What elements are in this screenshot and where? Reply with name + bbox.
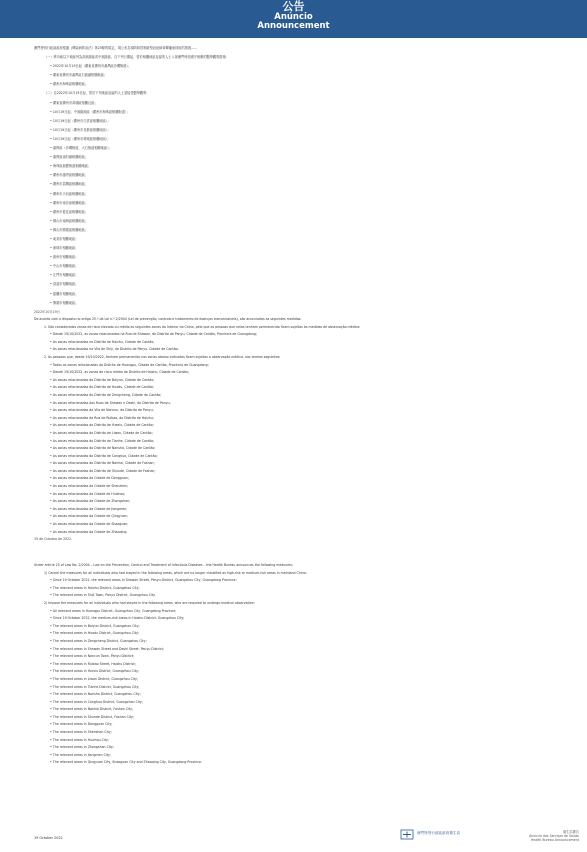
chinese-section [34, 44, 562, 317]
text-line: • As zonas relacionadas do Distrito de Yuexiu, Cidade de Cantão; [50, 423, 154, 428]
text-line: • The relevant areas in Zengcheng District, Guangzhou City; [50, 638, 147, 643]
text-line: • 廣州市南沙區相關地區； [50, 200, 88, 205]
text-line: • As zonas relacionadas da Cidade de Dongguan; [50, 476, 129, 481]
text-line: • As zonas relacionadas do Distrito de Huadu, Cidade de Cantão; [50, 385, 154, 390]
text-line: • Todas as zonas relacionadas do Distrito de Huangpu, Cidade de Cantão, Província de Guangdong; [50, 362, 209, 367]
text-line: 2) Impose the measures for all individuals who had stayed in the following areas, who are required to undergo medical observation: [44, 600, 255, 605]
text-line: • 廣東省廣州市黃埔區相關社區； [50, 100, 98, 105]
text-line: • As zonas relacionadas do Distrito de Zengcheng, Cidade de Cantão; [50, 392, 162, 397]
text-line: • 廣州市天河區相關地區； [50, 191, 88, 196]
text-line: • The relevant areas in Shawan Street and Dashi Street, Panyu District; [50, 646, 164, 651]
text-line: • 10月19日起，中風險地區（廣州市海珠區相關街道）； [50, 109, 130, 114]
text-line: • As zonas relacionadas do Distrito de Nanhai, Cidade de Foshan; [50, 461, 155, 466]
text-line: • 廣州市從化區相關地區； [50, 209, 88, 214]
text-line: • All relevant areas in Huangpu District, Guangzhou City, Guangdong Province; [50, 608, 177, 613]
text-line: • 10月19日起（廣州市花都區相關地區）； [50, 127, 111, 132]
footer-date: 19 October 2022 [34, 836, 63, 840]
text-line: • The relevant areas in Nansha District, Guangzhou City; [50, 692, 141, 697]
text-line: • 10月19日起（廣州市增城區相關地區）； [50, 136, 111, 141]
text-line: • As zonas relacionadas na Vila de Shiji, do Distrito de Panyu, Cidade de Cantão. [50, 347, 179, 352]
text-line: • 佛山市順德區相關地區； [50, 227, 88, 232]
text-line: • 惠州市相關地區； [50, 255, 79, 260]
text-line: • The relevant areas in Shiji Town, Panyu District, Guangzhou City. [50, 593, 156, 598]
text-line: • As zonas relacionadas da Cidade de Jiangmen; [50, 506, 128, 511]
section-date: 19 de Outubro de 2022. [34, 537, 73, 542]
text-line: • The relevant areas in Jiangmen City; [50, 752, 111, 757]
title-portuguese: Anúncio [274, 12, 313, 22]
text-line: • 廣東省廣州市番禺區石碁鎮相關地區； [50, 73, 108, 78]
side-note-2: Anúncio dos Serviços de Saúde [529, 834, 579, 839]
text-line: • As zonas relacionadas da Cidade de Shenzhen; [50, 484, 129, 489]
text-line: 1) Cancel the measures for all individuals who had stayed in the following areas, which are no longer classified as high-risk or medium-risk areas in mainland China: [44, 570, 307, 575]
text-line: • 韶關市相關地區； [50, 291, 79, 296]
text-line: • 廣州市越秀區相關地區； [50, 173, 88, 178]
text-line: • As zonas relacionadas da Cidade de Shaoguan; [50, 522, 129, 527]
text-line: • 番禺區（沙灣街道、大石街道相關地區）； [50, 146, 112, 151]
text-line: • The relevant areas in Baiyun District, Guangzhou City; [50, 623, 140, 628]
text-line: • 深圳市相關地區； [50, 246, 79, 251]
section-date: 2022年10月19日 [34, 309, 60, 314]
text-line: • The relevant areas in Nanhai District, Foshan City; [50, 707, 134, 712]
text-line: De acordo com o disposto no artigo 25.º da Lei n.º 2/2004 (Lei de prevenção, controlo e tratamento de doenças transmissíveis), são anunciadas as seguintes medidas: [34, 317, 302, 321]
text-line: （一）將內地以下地區列為高風險區或中風險區，自下列日期起，曾於相關地區逗留的人士入境澳門時須遵守相應的醫學觀察措施： [44, 55, 229, 60]
text-line: • 10月19日起（廣州市白雲區相關地區）； [50, 118, 111, 123]
text-line: • As zonas relacionadas do Distrito de Tianhe, Cidade de Cantão; [50, 438, 155, 443]
text-line: • The relevant areas in Yuexiu District, Guangzhou City; [50, 669, 139, 674]
text-line: （二）自2022年10月19日起，曾於下列地區逗留的人士須接受醫學觀察： [44, 91, 150, 96]
text-line: • As zonas relacionadas do Distrito de Liwan, Cidade de Cantão; [50, 430, 153, 435]
side-note-3: Health Bureau Announcement [530, 838, 579, 843]
text-line: • The relevant areas in Huadu District, Guangzhou City; [50, 631, 140, 636]
side-notes [529, 830, 579, 843]
text-line: • 2022年10月19日起（廣東省廣州市番禺區沙灣街道）； [50, 64, 132, 69]
text-line: • As zonas relacionadas da Cidade de Qingyuan; [50, 514, 128, 519]
text-line: • As zonas relacionadas da Cidade de Zhongshan; [50, 499, 131, 504]
signature-text: 澳門特別行政區政府衛生局 [417, 831, 461, 835]
text-line: • 廣州市荔灣區相關地區； [50, 182, 88, 187]
text-line: • The relevant areas in Haizhu District, Guangzhou City; [50, 585, 140, 590]
text-line: • As zonas relacionadas do Distrito de Nansha, Cidade de Cantão; [50, 446, 156, 451]
text-line: • Since 19 October 2022, the medium-risk areas in Haizhu District, Guangzhou City; [50, 616, 185, 621]
text-line: • 佛山市南海區相關地區； [50, 218, 88, 223]
announcement-banner [0, 0, 587, 38]
text-line: • 番禺區南村鎮相關地區； [50, 155, 88, 160]
portuguese-section [34, 316, 562, 544]
text-line: • 肇慶市相關地區。 [50, 300, 79, 305]
text-line: • As zonas relacionadas do Distrito de Shunde, Cidade de Foshan; [50, 468, 156, 473]
text-line: • 海珠區瑞寶街道相關地區； [50, 164, 92, 169]
text-line: 1. São consideradas zonas de risco elevado ou médio as seguintes zonas do Interior da China, pelo que as pessoas que nelas tenham permanecido ficam sujeitas às medidas de observação médica: [44, 324, 361, 329]
english-section [34, 562, 562, 767]
text-line: • The relevant areas in Conghua District, Guangzhou City; [50, 699, 143, 704]
title-chinese: 公告 [282, 0, 305, 13]
text-line: • The relevant areas in Ruibao Street, Haizhu District; [50, 661, 136, 666]
text-line: • The relevant areas in Tianhe District, Guangzhou City; [50, 684, 140, 689]
text-line: • The relevant areas in Dongguan City; [50, 722, 113, 727]
text-line: • 江門市相關地區； [50, 273, 79, 278]
text-line: • The relevant areas in Shenzhen City; [50, 730, 112, 735]
text-line: • As zonas relacionadas da Rua de Ruibao, do Distrito de Haizhu; [50, 415, 154, 420]
text-line: • As zonas relacionadas da Vila de Nancun, do Distrito de Panyu; [50, 408, 154, 413]
text-line: • The relevant areas in Qingyuan City, Shaoguan City and Zhaoqing City, Guangdong Province. [50, 760, 202, 765]
text-line: • As zonas relacionadas do Distrito de Conghua, Cidade de Cantão; [50, 453, 158, 458]
text-line: 2. As pessoas que, desde 19/10/2022, tenham permanecido nas zonas abaixo indicadas ficam sujeitas a observação médica, nos termos seguintes: [44, 354, 281, 359]
text-line: • Since 19 October 2022, the relevant areas in Shawan Street, Panyu District, Guangzhou City, Guangdong Province; [50, 578, 237, 583]
text-line: • Desde 19/10/2022, as zonas relacionadas na Rua de Shawan, do Distrito de Panyu, Cidade de Cantão, Província de Guangdong; [50, 332, 257, 337]
side-note-1: 衛生局廣告 [563, 830, 579, 834]
text-line: • 中山市相關地區； [50, 264, 79, 269]
text-line: • 清遠市相關地區； [50, 282, 79, 287]
health-bureau-logo-icon [400, 829, 414, 840]
text-line: • As zonas relacionadas da Cidade de Zhaoqing. [50, 529, 128, 534]
text-line: Under article 25 of Law No. 2/2004 – Law on the Prevention, Control and Treatment of Infectious Diseases – the Health Bureau announces the following measures: [34, 563, 293, 567]
text-line: • As zonas relacionadas do Distrito de Baiyun, Cidade de Cantão; [50, 377, 155, 382]
text-line: • The relevant areas in Liwan District, Guangzhou City; [50, 676, 138, 681]
text-line: • As zonas relacionadas da Cidade de Huizhou; [50, 491, 126, 496]
text-line: • 東莞市相關地區； [50, 236, 79, 241]
title-english: Announcement [257, 21, 330, 31]
text-line: • The relevant areas in Shunde District, Foshan City; [50, 714, 134, 719]
text-line: • The relevant areas in Huizhou City; [50, 737, 110, 742]
text-line: • Desde 19/10/2022, as zonas de risco médio do Distrito de Haizhu, Cidade de Cantão; [50, 370, 189, 375]
text-line: • As zonas relacionadas das Ruas de Shawan e Dashi, do Distrito de Panyu; [50, 400, 171, 405]
text-line: 澳門特別行政區政府根據《傳染病防治法》第25條的規定，現公布為預防和控制新型冠狀病毒傳播而採取的措施…… [34, 46, 198, 50]
text-line: • As zonas relacionadas no Distrito de Haizhu, Cidade de Cantão; [50, 339, 155, 344]
text-line: • The relevant areas in Nancun Town, Panyu District; [50, 654, 135, 659]
text-line: • 廣州市海珠區相關地區。 [50, 82, 88, 87]
text-line: • The relevant areas in Zhongshan City; [50, 745, 114, 750]
